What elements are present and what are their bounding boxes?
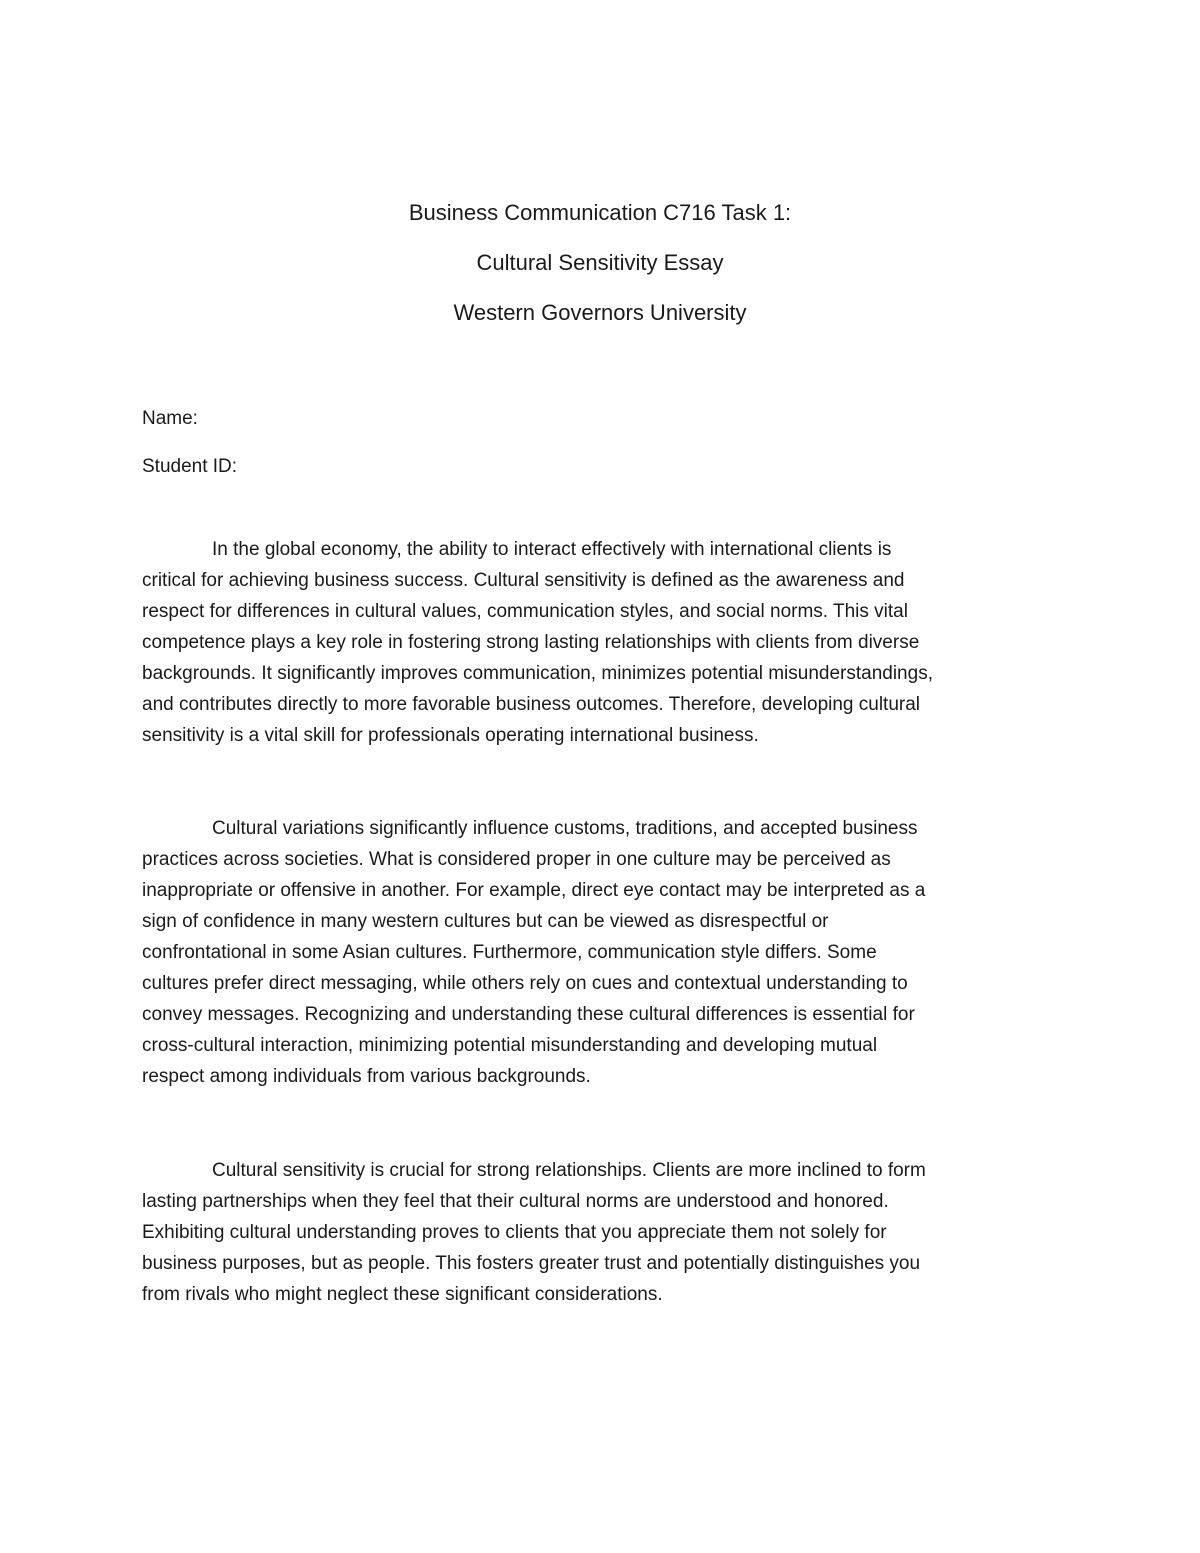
paragraph-line: In the global economy, the ability to interact effectively with international clients is	[212, 539, 892, 560]
paragraph-line: and contributes directly to more favorable business outcomes. Therefore, developing cultural	[142, 694, 921, 715]
paragraph-introduction	[142, 534, 1062, 751]
paragraph-line: lasting partnerships when they feel that their cultural norms are understood and honored.	[142, 1191, 889, 1212]
paragraph-relationships	[142, 1155, 1062, 1310]
paragraph-line: critical for achieving business success. Cultural sensitivity is defined as the awareness and	[142, 570, 905, 591]
paragraph-line: respect among individuals from various backgrounds.	[142, 1066, 591, 1087]
paragraph-line: Cultural sensitivity is crucial for strong relationships. Clients are more inclined to form	[212, 1160, 926, 1181]
name-label: Name:	[142, 408, 198, 429]
university-name: Western Governors University	[453, 300, 747, 325]
paragraph-line: business purposes, but as people. This fosters greater trust and potentially distinguishes you	[142, 1253, 921, 1274]
paragraph-line: convey messages. Recognizing and understanding these cultural differences is essential for	[142, 1004, 915, 1025]
paragraph-cultural-variations	[142, 813, 1062, 1092]
course-title: Business Communication C716 Task 1:	[408, 200, 792, 225]
paragraph-line: cultures prefer direct messaging, while others rely on cues and contextual understanding to	[142, 973, 908, 994]
paragraph-line: competence plays a key role in fostering strong lasting relationships with clients from diverse	[142, 632, 920, 653]
paragraph-line: confrontational in some Asian cultures. Furthermore, communication style differs. Some	[142, 942, 877, 963]
paragraph-line: cross-cultural interaction, minimizing potential misunderstanding and developing mutual	[142, 1035, 878, 1056]
essay-title: Cultural Sensitivity Essay	[476, 250, 724, 275]
title-block	[0, 188, 1200, 338]
paragraph-line: sensitivity is a vital skill for professionals operating international business.	[142, 725, 759, 746]
paragraph-line: backgrounds. It significantly improves communication, minimizes potential misunderstandings,	[142, 663, 933, 684]
paragraph-line: inappropriate or offensive in another. For example, direct eye contact may be interpreted as a	[142, 880, 926, 901]
paragraph-line: respect for differences in cultural values, communication styles, and social norms. This vital	[142, 601, 908, 622]
paragraph-line: from rivals who might neglect these significant considerations.	[142, 1284, 663, 1305]
paragraph-line: Cultural variations significantly influence customs, traditions, and accepted business	[212, 818, 918, 839]
paragraph-line: Exhibiting cultural understanding proves to clients that you appreciate them not solely for	[142, 1222, 887, 1243]
paragraph-line: sign of confidence in many western cultures but can be viewed as disrespectful or	[142, 911, 829, 932]
student-id-label: Student ID:	[142, 456, 238, 477]
paragraph-line: practices across societies. What is considered proper in one culture may be perceived as	[142, 849, 891, 870]
student-info	[142, 395, 237, 491]
